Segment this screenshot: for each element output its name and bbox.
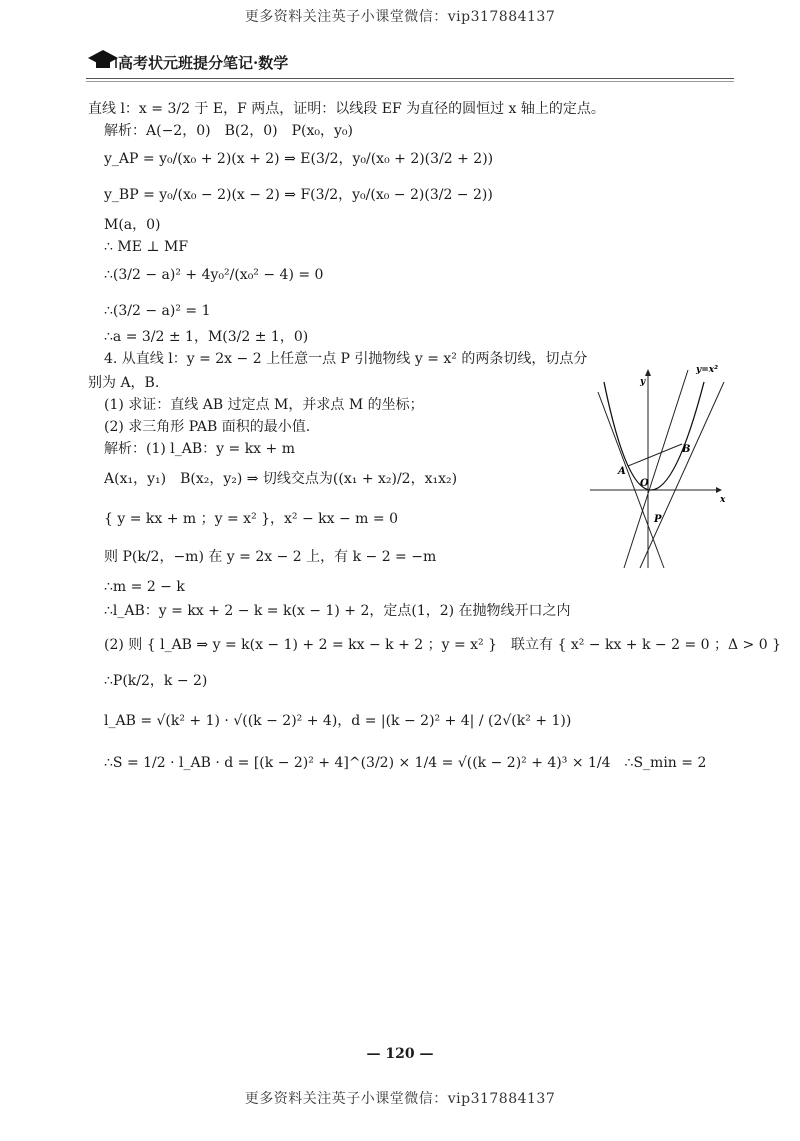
text-line-8: ∴(3/2 − a)² = 1 bbox=[104, 303, 211, 319]
text-line-16: { y = kx + m ；y = x² }，x² − kx − m = 0 bbox=[104, 511, 398, 527]
parabola-figure bbox=[584, 362, 736, 574]
text-line-11: 别为 A，B. bbox=[88, 375, 160, 391]
watermark-bottom: 更多资料关注英子小课堂微信：vip317884137 bbox=[244, 1091, 556, 1107]
mortarboard-icon bbox=[86, 46, 120, 72]
text-line-23: ∴S = 1/2 · l_AB · d = [(k − 2)² + 4]^(3/2) × 1/4 = √((k − 2)² + 4)³ × 1/4 ∴S_min = 2 bbox=[104, 755, 707, 771]
chord-ab bbox=[628, 444, 682, 466]
point-p-label: P bbox=[654, 514, 662, 525]
text-line-7: ∴(3/2 − a)² + 4y₀²/(x₀² − 4) = 0 bbox=[104, 267, 324, 283]
point-o-label: O bbox=[640, 478, 649, 489]
text-line-20: (2) 则 { l_AB ⇒ y = k(x − 1) + 2 = kx − k + 2 ；y = x² } 联立有 { x² − kx + k − 2 = 0 ；Δ > 0 } bbox=[104, 637, 782, 653]
text-line-5: M(a，0) bbox=[104, 217, 161, 233]
point-a-label: A bbox=[618, 466, 626, 477]
curve-label: y=x² bbox=[696, 365, 719, 375]
text-line-22: l_AB = √(k² + 1) · √((k − 2)² + 4)，d = |(k − 2)² + 4| / (2√(k² + 1)) bbox=[104, 713, 572, 729]
tangent-b bbox=[640, 382, 724, 568]
text-line-3: y_AP = y₀/(x₀ + 2)(x + 2) ⇒ E(3/2，y₀/(x₀ + 2)(3/2 + 2)) bbox=[104, 151, 494, 167]
text-line-4: y_BP = y₀/(x₀ − 2)(x − 2) ⇒ F(3/2，y₀/(x₀ − 2)(3/2 − 2)) bbox=[104, 187, 493, 203]
text-line-21: ∴P(k/2，k − 2) bbox=[104, 673, 208, 689]
text-line-9: ∴a = 3/2 ± 1，M(3/2 ± 1，0) bbox=[104, 329, 309, 345]
text-line-6: ∴ ME ⊥ MF bbox=[104, 239, 189, 255]
text-line-12: (1) 求证：直线 AB 过定点 M，并求点 M 的坐标； bbox=[104, 397, 424, 413]
text-line-14: 解析：(1) l_AB：y = kx + m bbox=[104, 441, 295, 457]
text-line-15: A(x₁，y₁) B(x₂，y₂) ⇒ 切线交点为((x₁ + x₂)/2，x₁x₂) bbox=[104, 471, 458, 487]
header-title: 高考状元班提分笔记·数学 bbox=[118, 54, 289, 72]
x-axis-label: x bbox=[720, 495, 726, 505]
watermark-top: 更多资料关注英子小课堂微信：vip317884137 bbox=[244, 9, 556, 25]
text-line-1: 直线 l：x = 3/2 于 E，F 两点，证明：以线段 EF 为直径的圆恒过 x 轴上的定点。 bbox=[88, 101, 605, 117]
y-axis-label: y bbox=[640, 377, 646, 387]
text-line-18: ∴m = 2 − k bbox=[104, 579, 185, 595]
header-rule-thin bbox=[86, 81, 734, 82]
text-line-13: (2) 求三角形 PAB 面积的最小值. bbox=[104, 419, 311, 435]
text-line-17: 则 P(k/2，−m) 在 y = 2x − 2 上，有 k − 2 = −m bbox=[104, 549, 437, 565]
text-line-10: 4. 从直线 l：y = 2x − 2 上任意一点 P 引抛物线 y = x² 的两条切线，切点分 bbox=[104, 351, 588, 367]
page-number: — 120 — bbox=[366, 1046, 434, 1062]
point-b-label: B bbox=[682, 444, 691, 455]
text-line-19: ∴l_AB：y = kx + 2 − k = k(x − 1) + 2，定点(1，2) 在抛物线开口之内 bbox=[104, 603, 571, 619]
text-line-2: 解析：A(−2，0) B(2，0) P(x₀，y₀) bbox=[104, 123, 353, 139]
header-rule bbox=[86, 78, 734, 79]
line-l bbox=[624, 370, 691, 568]
tangent-a bbox=[598, 392, 664, 568]
